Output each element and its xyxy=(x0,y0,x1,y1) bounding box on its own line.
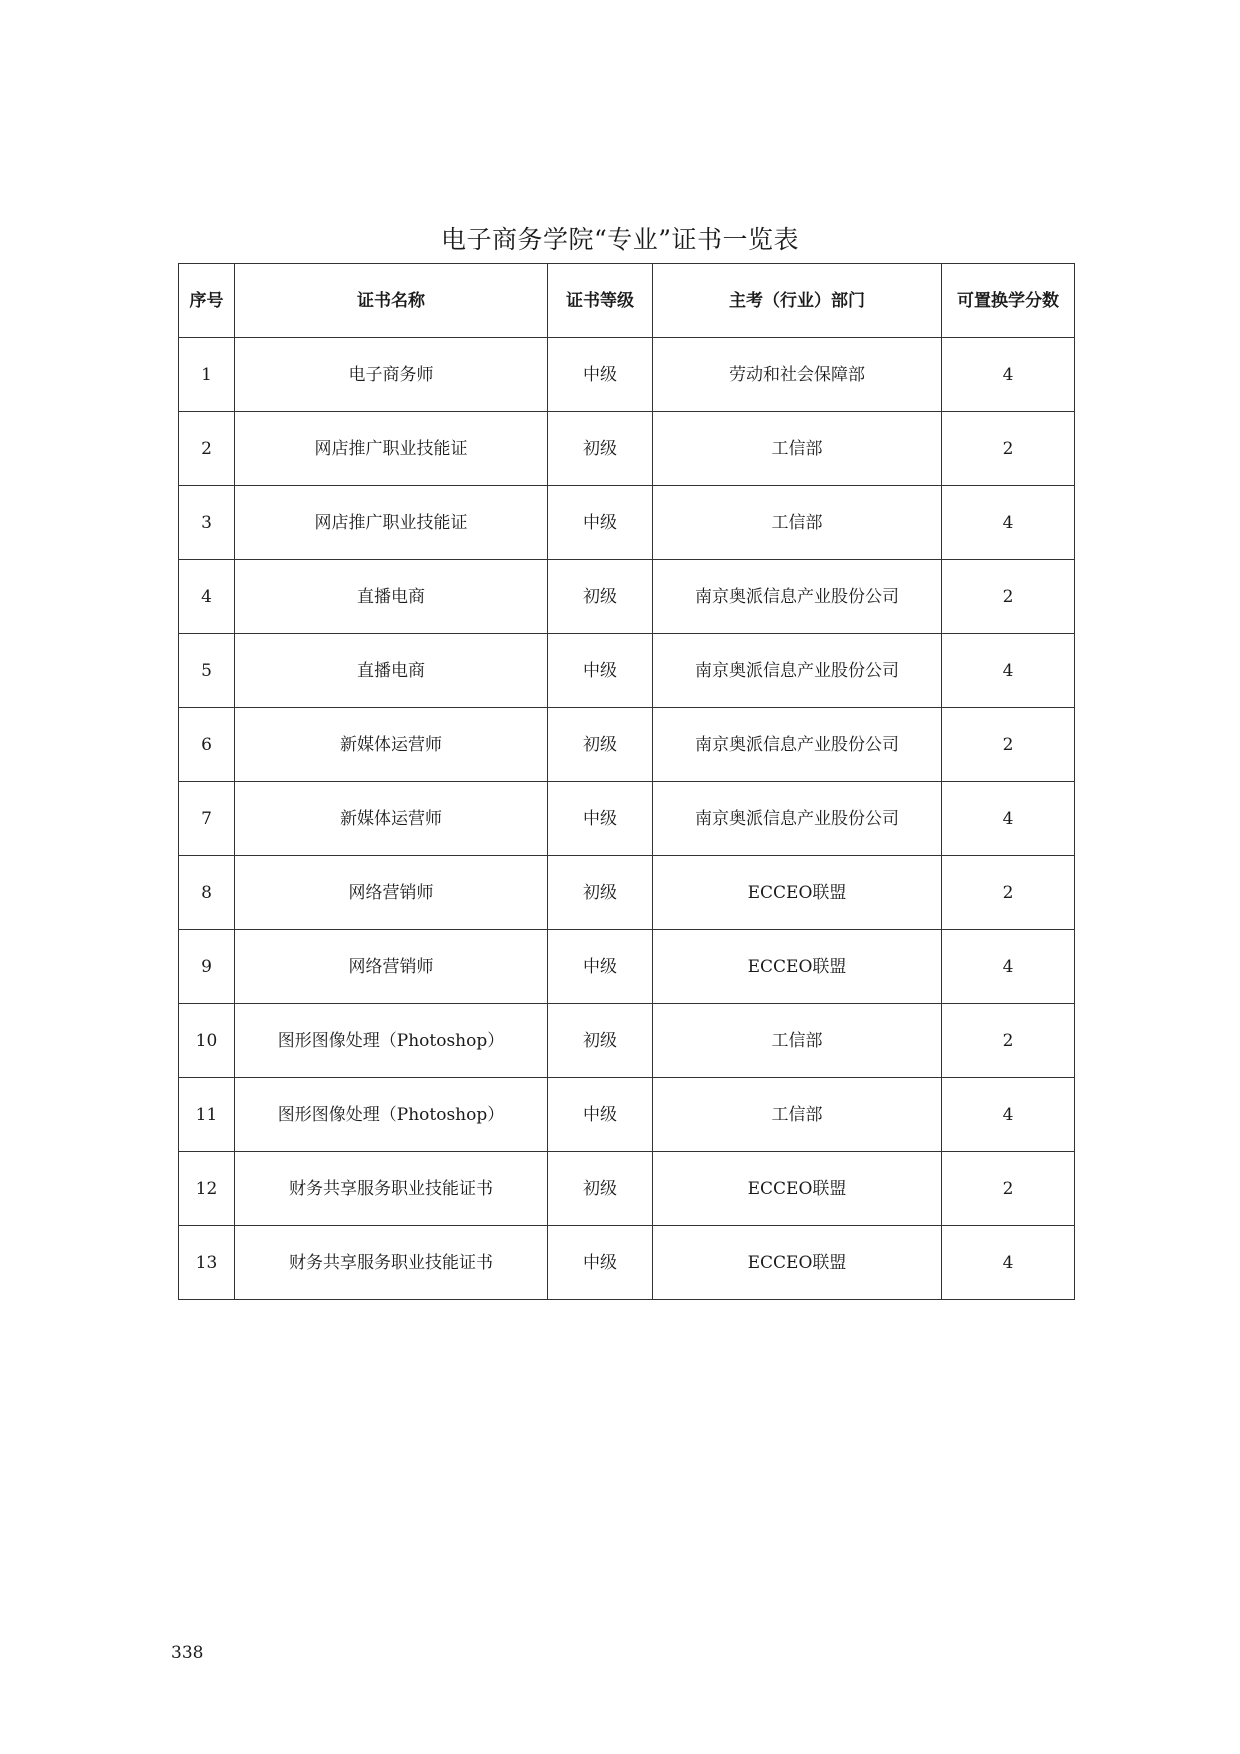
table-row xyxy=(179,560,1075,634)
cell-certificate-name: 网店推广职业技能证 xyxy=(235,486,548,560)
cell-credits: 2 xyxy=(942,560,1075,634)
cell-credits: 4 xyxy=(942,338,1075,412)
cell-department: ECCEO联盟 xyxy=(653,1226,942,1300)
cell-certificate-name: 图形图像处理（Photoshop） xyxy=(235,1004,548,1078)
cell-department: ECCEO联盟 xyxy=(653,930,942,1004)
cell-credits: 4 xyxy=(942,486,1075,560)
cell-no: 8 xyxy=(179,856,235,930)
header-credits: 可置换学分数 xyxy=(942,264,1075,338)
cell-no: 7 xyxy=(179,782,235,856)
cell-level: 初级 xyxy=(548,412,653,486)
cell-no: 2 xyxy=(179,412,235,486)
cell-department: 南京奥派信息产业股份公司 xyxy=(653,782,942,856)
cell-certificate-name: 网络营销师 xyxy=(235,930,548,1004)
cell-department: 工信部 xyxy=(653,1004,942,1078)
cell-level: 初级 xyxy=(548,1004,653,1078)
cell-level: 中级 xyxy=(548,930,653,1004)
cell-no: 9 xyxy=(179,930,235,1004)
cell-department: 劳动和社会保障部 xyxy=(653,338,942,412)
table-row xyxy=(179,1152,1075,1226)
cell-certificate-name: 网店推广职业技能证 xyxy=(235,412,548,486)
cell-no: 5 xyxy=(179,634,235,708)
cell-credits: 4 xyxy=(942,930,1075,1004)
cell-certificate-name: 新媒体运营师 xyxy=(235,782,548,856)
cell-no: 3 xyxy=(179,486,235,560)
cell-level: 初级 xyxy=(548,856,653,930)
cell-certificate-name: 财务共享服务职业技能证书 xyxy=(235,1226,548,1300)
cell-level: 初级 xyxy=(548,560,653,634)
table-row xyxy=(179,782,1075,856)
cell-level: 中级 xyxy=(548,1226,653,1300)
cell-department: 南京奥派信息产业股份公司 xyxy=(653,634,942,708)
header-certificate-name: 证书名称 xyxy=(235,264,548,338)
cell-no: 6 xyxy=(179,708,235,782)
cell-no: 10 xyxy=(179,1004,235,1078)
table-row xyxy=(179,338,1075,412)
cell-department: ECCEO联盟 xyxy=(653,1152,942,1226)
cell-certificate-name: 直播电商 xyxy=(235,634,548,708)
cell-department: 工信部 xyxy=(653,486,942,560)
cell-department: 南京奥派信息产业股份公司 xyxy=(653,560,942,634)
cell-certificate-name: 图形图像处理（Photoshop） xyxy=(235,1078,548,1152)
cell-credits: 2 xyxy=(942,856,1075,930)
cell-no: 1 xyxy=(179,338,235,412)
cell-level: 中级 xyxy=(548,634,653,708)
header-department: 主考（行业）部门 xyxy=(653,264,942,338)
table-row xyxy=(179,634,1075,708)
cell-certificate-name: 直播电商 xyxy=(235,560,548,634)
cell-no: 12 xyxy=(179,1152,235,1226)
page-number: 338 xyxy=(171,1643,204,1663)
cell-level: 中级 xyxy=(548,338,653,412)
table-row xyxy=(179,856,1075,930)
cell-no: 4 xyxy=(179,560,235,634)
cell-credits: 4 xyxy=(942,1226,1075,1300)
certificate-table xyxy=(178,263,1075,1300)
cell-no: 13 xyxy=(179,1226,235,1300)
table-row xyxy=(179,708,1075,782)
table-row xyxy=(179,1004,1075,1078)
table-row xyxy=(179,412,1075,486)
cell-level: 中级 xyxy=(548,486,653,560)
cell-department: 工信部 xyxy=(653,412,942,486)
header-certificate-level: 证书等级 xyxy=(548,264,653,338)
cell-credits: 2 xyxy=(942,412,1075,486)
table-row xyxy=(179,486,1075,560)
cell-certificate-name: 财务共享服务职业技能证书 xyxy=(235,1152,548,1226)
cell-department: ECCEO联盟 xyxy=(653,856,942,930)
table-row xyxy=(179,930,1075,1004)
cell-credits: 4 xyxy=(942,634,1075,708)
cell-certificate-name: 网络营销师 xyxy=(235,856,548,930)
table-header-row xyxy=(179,264,1075,338)
header-no: 序号 xyxy=(179,264,235,338)
cell-department: 工信部 xyxy=(653,1078,942,1152)
cell-level: 初级 xyxy=(548,1152,653,1226)
cell-level: 初级 xyxy=(548,708,653,782)
cell-certificate-name: 电子商务师 xyxy=(235,338,548,412)
table-row xyxy=(179,1226,1075,1300)
cell-level: 中级 xyxy=(548,782,653,856)
cell-level: 中级 xyxy=(548,1078,653,1152)
cell-credits: 2 xyxy=(942,1004,1075,1078)
cell-credits: 4 xyxy=(942,1078,1075,1152)
cell-no: 11 xyxy=(179,1078,235,1152)
cell-credits: 2 xyxy=(942,708,1075,782)
cell-credits: 4 xyxy=(942,782,1075,856)
page-title: 电子商务学院“专业”证书一览表 xyxy=(440,225,800,254)
table-row xyxy=(179,1078,1075,1152)
cell-certificate-name: 新媒体运营师 xyxy=(235,708,548,782)
cell-department: 南京奥派信息产业股份公司 xyxy=(653,708,942,782)
cell-credits: 2 xyxy=(942,1152,1075,1226)
